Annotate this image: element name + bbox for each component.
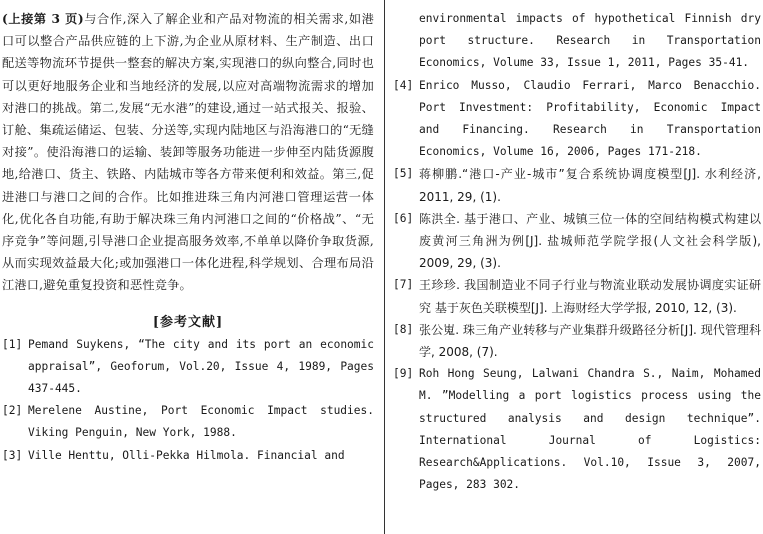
reference-item <box>2 400 374 444</box>
reference-text: Roh Hong Seung, Lalwani Chandra S., Naim, Mohamed M. ”Modelling a port logistics process using the structured analysis and design technique”. International Journal of Logistics: Research&Applications. Vol.10, Issue 3, 2007, Pages, 283 302. <box>419 367 761 492</box>
reference-item <box>2 334 374 401</box>
reference-number: [5] <box>393 167 414 181</box>
reference-item <box>393 163 761 207</box>
reference-number: [8] <box>393 322 414 336</box>
reference-number: [1] <box>2 337 23 351</box>
reference-number: [3] <box>2 448 23 462</box>
reference-number: [2] <box>2 404 23 418</box>
reference-item <box>393 274 761 318</box>
reference-item <box>2 445 374 467</box>
reference-item <box>393 319 761 363</box>
reference-item <box>393 208 761 275</box>
reference-number: [9] <box>393 367 414 381</box>
reference-text: 张公嵬. 珠三角产业转移与产业集群升级路径分析[J]. 现代管理科学, 2008, (7). <box>419 322 761 360</box>
reference-number: [6] <box>393 211 414 225</box>
reference-number: [4] <box>393 78 414 92</box>
reference-text: Pemand Suykens, “The city and its port an economic appraisal”, Geoforum, Vol.20, Issue 4, 1989, Pages 437-445. <box>28 337 374 396</box>
body-text: 与合作,深入了解企业和产品对物流的相关需求,如港口可以整合产品供应链的上下游,为企业从原材料、生产制造、出口配送等物流环节提供一整套的解决方案,实现港口的纵向整合,同时也可以更好地服务企业和当地经济的发展,以应对高端物流需求的增加对港口的挑战。第二,发展“无水港”的建设,通过一站式报关、报验、订舱、集疏运储运、包装、分送等,实现内陆地区与沿海港口的“无缝对接”。使沿海港口的运输、装卸等服务功能进一步伸至内陆货源腹地,给港口、货主、铁路、内陆城市等各方带来便利和效益。第三,促进港口与港口之间的合作。比如推进珠三角内河港口管理运营一体化,优化各自功能,有助于解决珠三角内河港口之间的“价格战”、“无序竞争”等问题,引导港口企业提高服务效率,不单单以降价争取货源,从而实现效益最大化;或加强港口一体化进程,科学规划、合理布局沿江港口,避免重复投资和恶性竞争。 <box>2 12 374 293</box>
reference-text: 陈洪全. 基于港口、产业、城镇三位一体的空间结构模式构建以废黄河三角洲为例[J]. 盐城师范学院学报(人文社会科学版), 2009, 29, (3). <box>419 211 761 271</box>
reference-item <box>393 75 761 164</box>
continued-from-label: (上接第 3 页) <box>2 12 84 26</box>
reference-number: [7] <box>393 278 414 292</box>
reference-continuation: environmental impacts of hypothetical Finnish dry port structure. Research in Transportation Economics, Volume 33, Issue 1, 2011, Pages 35-41. <box>419 12 761 70</box>
references-heading-text: [参考文献] <box>152 314 224 330</box>
reference-text: Ville Henttu, Olli-Pekka Hilmola. Financial and <box>28 448 345 462</box>
reference-text: 王珍珍. 我国制造业不同子行业与物流业联动发展协调度实证研究 基于灰色关联模型[J]. 上海财经大学学报, 2010, 12, (3). <box>419 278 761 315</box>
left-column <box>2 8 374 467</box>
reference-text: Enrico Musso, Claudio Ferrari, Marco Benacchio. Port Investment: Profitability, Economic Impact and Financing. Research in Transportation Economics, Volume 16, 2006, Pages 171-218. <box>419 78 761 159</box>
references-heading <box>2 311 374 330</box>
column-divider <box>384 0 385 534</box>
reference-text: Merelene Austine, Port Economic Impact studies. Viking Penguin, New York, 1988. <box>28 404 374 440</box>
reference-item <box>393 363 761 496</box>
right-column <box>393 8 761 496</box>
body-paragraph <box>2 8 374 297</box>
reference-text: 蒋柳鹏.“港口-产业-城市”复合系统协调度模型[J]. 水利经济, 2011, 29, (1). <box>419 167 761 204</box>
